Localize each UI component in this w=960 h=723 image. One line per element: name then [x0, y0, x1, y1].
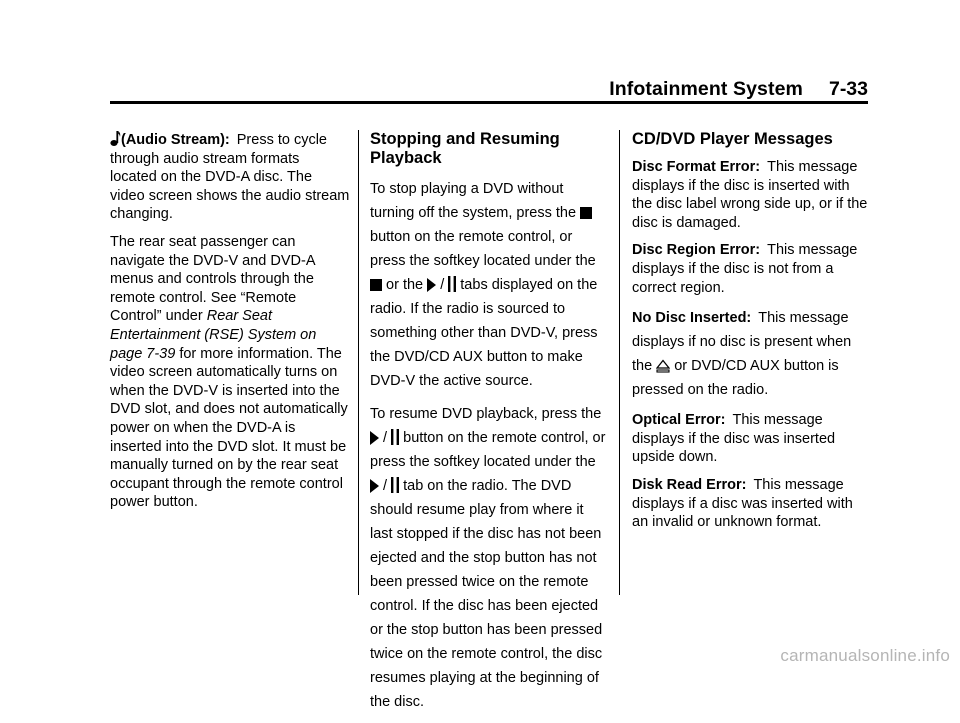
- rse-cross-reference[interactable]: Rear Seat Entertainment (RSE) System on page 7-39: [110, 308, 317, 362]
- column-3: [632, 130, 870, 541]
- messages-heading: CD/DVD Player Messages: [632, 130, 833, 148]
- music-note-icon: [110, 130, 121, 147]
- column-divider: [358, 130, 359, 595]
- pause-bars-icon: [391, 429, 399, 445]
- play-triangle-icon: [370, 431, 379, 445]
- audio-stream-paragraph: [110, 130, 350, 224]
- audio-stream-text: Press to cycle through audio stream formats located on the DVD-A disc. The video screen shows the audio stream changing.: [110, 132, 350, 223]
- stopping-heading: Stopping and Resuming Playback: [370, 130, 560, 167]
- play-triangle-icon: [427, 278, 436, 292]
- header-rule: [110, 101, 868, 104]
- play-triangle-icon: [370, 479, 379, 493]
- message-item: Disc Region Error: This message displays if the disc is not from a correct region.: [632, 242, 858, 296]
- column-1: [110, 130, 350, 521]
- column-2: [370, 130, 608, 723]
- eject-icon: [656, 359, 670, 373]
- stopping-paragraph: To stop playing a DVD without turning off the system, press the button on the remote control, or press the softkey located under the or the / tabs displayed on the radio. If the radio is sourced to something other than DVD-V, press the DVD/CD AUX button to make DVD-V the active source.: [370, 181, 598, 389]
- message-item: Disk Read Error: This message displays if a disc was inserted with an invalid or unknown format.: [632, 476, 853, 531]
- stop-square-icon: [580, 206, 592, 220]
- pause-bars-icon: [391, 477, 399, 493]
- message-item: No Disc Inserted: This message displays if no disc is present when the or DVD/CD AUX button is pressed on the radio.: [632, 310, 852, 399]
- message-item: Optical Error: This message displays if the disc was inserted upside down.: [632, 412, 836, 466]
- column-divider: [619, 130, 620, 595]
- pause-bars-icon: [448, 276, 456, 292]
- watermark: carmanualsonline.info: [780, 646, 950, 665]
- rear-seat-paragraph: The rear seat passenger can navigate the DVD-V and DVD-A menus and controls through the remote control. See “Remote Control” under Rear Seat Entertainment (RSE) System on page 7-39 for more information. The video screen automatically turns on when the DVD-V is inserted into the DVD slot, and does not automatically power on when the DVD-A is inserted into the DVD slot. It must be manually turned on by the rear seat occupant through the remote control power button.: [110, 233, 348, 511]
- message-item: Disc Format Error: This message displays if the disc is inserted with the disc label wrong side up, or if the disc is damaged.: [632, 159, 868, 231]
- page-number: 7-33: [828, 78, 868, 100]
- resuming-paragraph: To resume DVD playback, press the / button on the remote control, or press the softkey located under the / tab on the radio. The DVD should resume play from where it last stopped if the disc has not been ejected and the stop button has not been pressed twice on the remote control. If the disc has been ejected or the stop button has been pressed twice on the remote control, the disc resumes playing at the beginning of the disc.: [370, 406, 606, 710]
- audio-stream-term: (Audio Stream):: [121, 132, 230, 148]
- section-title: Infotainment System: [609, 78, 803, 100]
- stop-square-icon: [370, 278, 382, 292]
